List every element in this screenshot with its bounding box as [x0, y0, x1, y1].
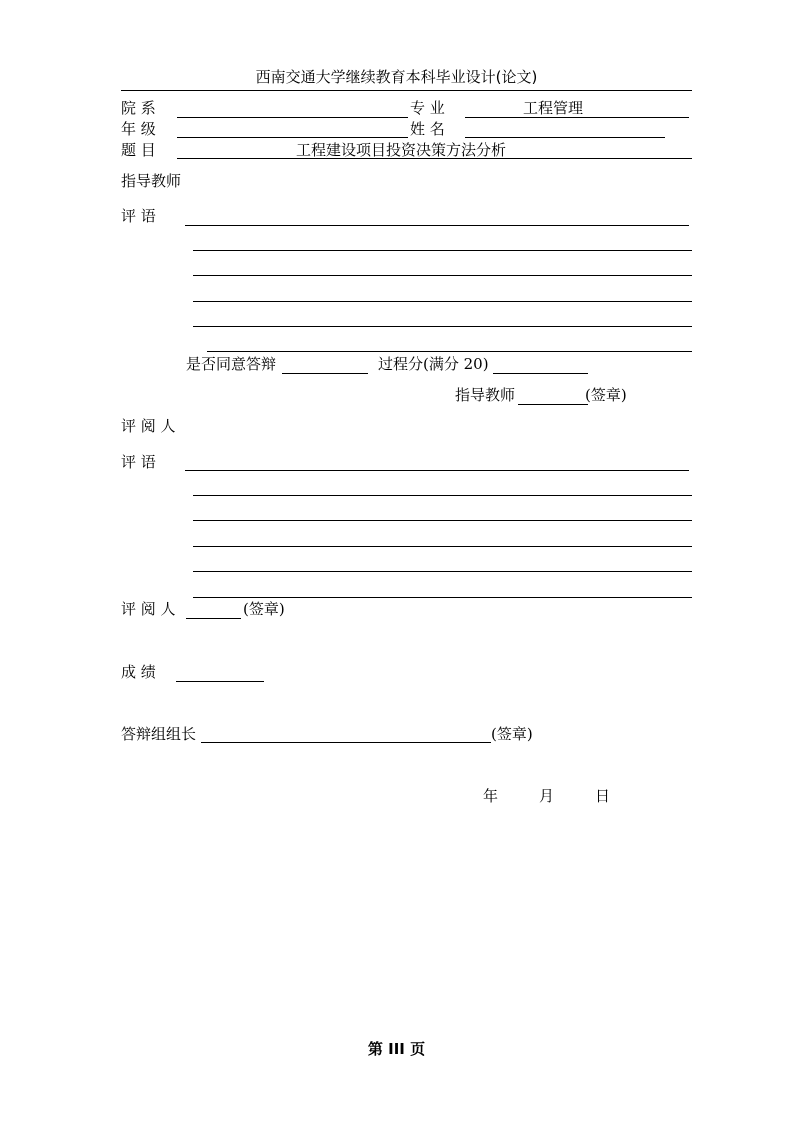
advisor-comment-line[interactable]: [193, 301, 692, 302]
reviewer-comment-line[interactable]: [185, 470, 689, 471]
advisor-comment-line[interactable]: [185, 225, 689, 226]
advisor-signature-field[interactable]: [518, 404, 588, 405]
process-score-label: 过程分(满分 20): [378, 355, 489, 373]
advisor-comment-line[interactable]: [193, 250, 692, 251]
reviewer-comment-line[interactable]: [193, 520, 692, 521]
department-field[interactable]: [177, 117, 408, 118]
advisor-comment-line[interactable]: [207, 351, 692, 352]
advisor-comment-label: 评 语: [121, 207, 156, 225]
topic-label: 题 目: [121, 141, 156, 159]
advisor-signer-label: 指导教师: [455, 386, 516, 404]
reviewer-signer-label: 评 阅 人: [121, 600, 176, 618]
date-year-label: 年: [483, 787, 499, 805]
page-number: 第 III 页: [367, 1040, 426, 1058]
agree-defense-field[interactable]: [282, 373, 368, 374]
reviewer-comment-line[interactable]: [193, 546, 692, 547]
major-label: 专 业: [410, 99, 445, 117]
reviewer-signature-field[interactable]: [186, 618, 241, 619]
reviewer-stamp-label: (签章): [243, 600, 285, 618]
reviewer-heading: 评 阅 人: [121, 417, 176, 435]
advisor-comment-line[interactable]: [193, 326, 692, 327]
grade-field[interactable]: [177, 137, 408, 138]
grade-result-label: 成 绩: [121, 663, 156, 681]
name-label: 姓 名: [410, 120, 445, 138]
date-month-label: 月: [539, 787, 555, 805]
name-field[interactable]: [465, 137, 665, 138]
page-title: 西南交通大学继续教育本科毕业设计(论文): [255, 68, 538, 86]
grade-label: 年 级: [121, 120, 156, 138]
process-score-field[interactable]: [493, 373, 588, 374]
reviewer-comment-label: 评 语: [121, 453, 156, 471]
defense-leader-signature-field[interactable]: [201, 742, 491, 743]
advisor-comment-line[interactable]: [193, 275, 692, 276]
department-label: 院 系: [121, 99, 156, 117]
advisor-stamp-label: (签章): [585, 386, 627, 404]
agree-defense-label: 是否同意答辩: [186, 355, 277, 373]
defense-leader-stamp-label: (签章): [491, 725, 533, 743]
advisor-heading: 指导教师: [121, 172, 182, 190]
header-rule: [121, 90, 692, 91]
topic-value: 工程建设项目投资决策方法分析: [295, 141, 506, 159]
reviewer-comment-line[interactable]: [193, 495, 692, 496]
reviewer-comment-line[interactable]: [193, 597, 692, 598]
reviewer-comment-line[interactable]: [193, 571, 692, 572]
major-value: 工程管理: [522, 99, 583, 117]
date-day-label: 日: [595, 787, 611, 805]
defense-leader-label: 答辩组组长: [121, 725, 197, 743]
grade-result-field[interactable]: [176, 681, 264, 682]
major-field[interactable]: [465, 117, 689, 118]
